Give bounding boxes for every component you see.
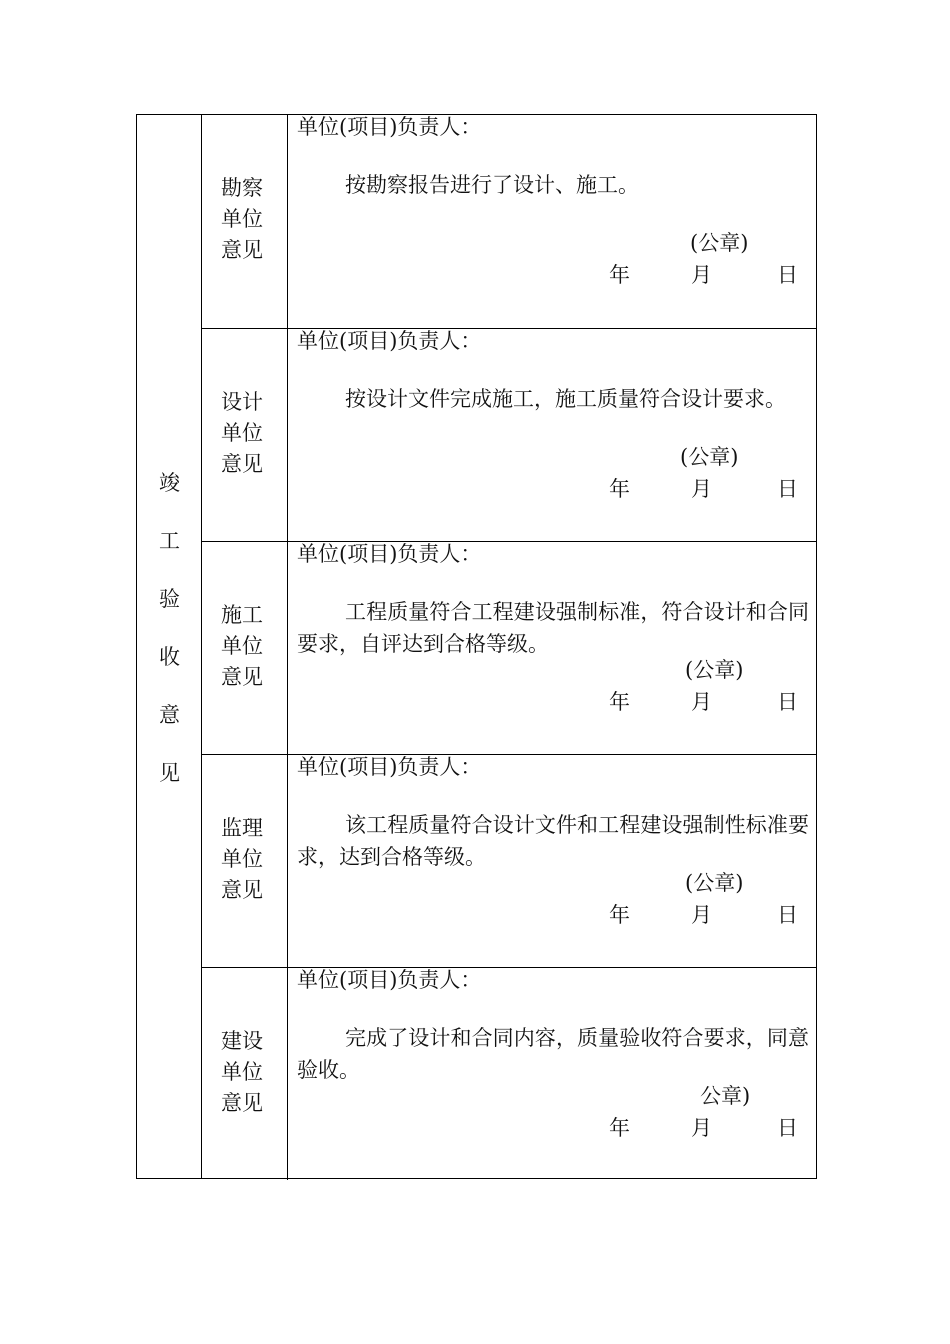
date-row <box>288 1115 816 1141</box>
opinion-text: 按设计文件完成施工，施工质量符合设计要求。 <box>345 387 786 411</box>
official-seal-label: (公章) <box>685 658 744 682</box>
section-label-cell <box>202 329 288 541</box>
section-content-cell <box>288 968 816 1180</box>
date-year-label: 年 <box>609 903 630 927</box>
date-row <box>288 476 816 502</box>
outer-label-char: 验 <box>159 587 180 611</box>
section-label-line: 单位 <box>221 634 263 658</box>
section-label-cell <box>202 542 288 754</box>
section-label-line: 建设 <box>221 1029 263 1053</box>
opinion-text: 按勘察报告进行了设计、施工。 <box>345 173 639 197</box>
official-seal-label: (公章) <box>690 231 749 255</box>
survey-unit-section <box>202 115 816 328</box>
date-year-label: 年 <box>609 477 630 501</box>
section-label-cell <box>202 115 288 328</box>
official-seal-label: (公章) <box>685 871 744 895</box>
responsible-person-label: 单位(项目)负责人： <box>297 968 482 992</box>
section-content-cell <box>288 755 816 967</box>
date-month-label: 月 <box>691 903 712 927</box>
design-unit-section <box>202 328 816 541</box>
date-row <box>288 689 816 715</box>
section-label <box>221 813 281 906</box>
section-label <box>221 173 281 266</box>
supervision-unit-section <box>202 754 816 967</box>
section-label-line: 意见 <box>221 1091 263 1115</box>
opinion-text: 该工程质量符合设计文件和工程建设强制性标准要求，达到合格等级。 <box>297 813 809 869</box>
section-label <box>221 600 281 693</box>
date-day-label: 日 <box>777 263 798 287</box>
section-label-cell <box>202 968 288 1180</box>
date-row <box>288 262 816 288</box>
date-month-label: 月 <box>691 690 712 714</box>
date-year-label: 年 <box>609 1116 630 1140</box>
responsible-person-label: 单位(项目)负责人： <box>297 115 482 139</box>
outer-label-char: 工 <box>159 529 180 553</box>
section-label-cell <box>202 755 288 967</box>
date-day-label: 日 <box>777 1116 798 1140</box>
client-unit-section <box>202 967 816 1180</box>
responsible-person-label: 单位(项目)负责人： <box>297 329 482 353</box>
outer-label-char: 意 <box>159 703 180 727</box>
date-year-label: 年 <box>609 690 630 714</box>
responsible-person-label: 单位(项目)负责人： <box>297 755 482 779</box>
section-label-line: 监理 <box>221 816 263 840</box>
opinion-text: 工程质量符合工程建设强制标准，符合设计和合同要求，自评达到合格等级。 <box>297 600 809 656</box>
outer-label-char: 竣 <box>159 471 180 495</box>
official-seal-label: (公章) <box>680 445 739 469</box>
date-day-label: 日 <box>777 690 798 714</box>
date-month-label: 月 <box>691 263 712 287</box>
responsible-person-label: 单位(项目)负责人： <box>297 542 482 566</box>
section-label-line: 设计 <box>221 390 263 414</box>
section-label-line: 单位 <box>221 1060 263 1084</box>
section-label-line: 单位 <box>221 207 263 231</box>
section-label-line: 勘察 <box>221 176 263 200</box>
section-label-line: 单位 <box>221 421 263 445</box>
date-year-label: 年 <box>609 263 630 287</box>
section-label-line: 意见 <box>221 238 263 262</box>
date-row <box>288 902 816 928</box>
date-month-label: 月 <box>691 477 712 501</box>
official-seal-label: 公章) <box>700 1084 751 1108</box>
section-label <box>221 1026 281 1119</box>
section-label-line: 意见 <box>221 452 263 476</box>
date-day-label: 日 <box>777 477 798 501</box>
outer-label-char: 收 <box>159 645 180 669</box>
completion-acceptance-opinion-label <box>137 115 202 1178</box>
construction-unit-section <box>202 541 816 754</box>
date-day-label: 日 <box>777 903 798 927</box>
acceptance-opinion-table <box>136 114 817 1179</box>
section-content-cell <box>288 329 816 541</box>
opinion-text: 完成了设计和合同内容，质量验收符合要求，同意验收。 <box>297 1026 809 1082</box>
outer-label-char: 见 <box>159 761 180 785</box>
section-label-line: 单位 <box>221 847 263 871</box>
section-label-line: 意见 <box>221 665 263 689</box>
section-label <box>221 387 281 480</box>
section-content-cell <box>288 115 816 328</box>
date-month-label: 月 <box>691 1116 712 1140</box>
section-label-line: 施工 <box>221 603 263 627</box>
section-label-line: 意见 <box>221 878 263 902</box>
section-content-cell <box>288 542 816 754</box>
